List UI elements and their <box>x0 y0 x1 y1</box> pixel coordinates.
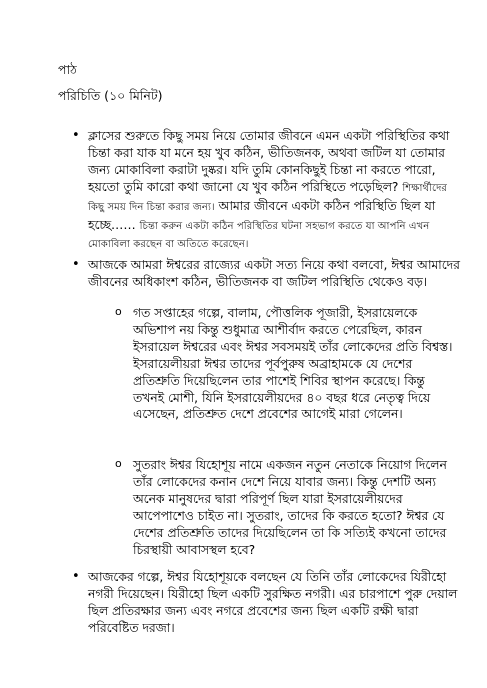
lesson-title: পাঠ <box>58 62 77 77</box>
bullet-reflection-prompt <box>88 128 460 254</box>
bullet-jericho-story: • আজকের গল্পে, ঈশ্বর যিহোশূয়কে বলছেন যে তিনি তাঁর লোকেদের যিরীহো নগরী দিয়েছেন। যিরীহো ছিল একটি সুরক্ষিত নগরী। এর চারপাশে পুরু দেয়াল ছিল প্রতিরক্ষার জন্য এবং নগরে প্রবেশের জন্য ছিল একটি রক্ষী দ্বারা পরিবেষ্টিত দরজা। <box>88 569 460 637</box>
bullet-kingdom-truth: • আজকে আমরা ঈশ্বরের রাজ্যের একটা সত্য নিয়ে কথা বলবো, ঈশ্বর আমাদের জীবনের অধিকাংশ কঠিন, ভীতিজনক বা জটিল পরিস্থিতি থেকেও বড়। <box>88 257 460 291</box>
teacher-note-share: চিন্তা করুন একটা কঠিন পরিস্থিতির ঘটনা সহভাগ করতে যা আপনি এখন মোকাবিলা করছেন বা অতিতে করেছেন। <box>88 220 430 251</box>
teacher-note: শিক্ষার্থীদের কিছু সময় দিন চিন্তা করার জন্য। <box>88 182 448 213</box>
reflection-sentence-starter: আমার জীবনে একটা কঠিন পরিস্থিতি ছিল যা হচ্ছে…… <box>88 198 436 232</box>
sub-bullet-last-week-story: o গত সপ্তাহের গল্পে, বালাম, পৌত্তলিক পূজারী, ইসরায়েলকে অভিশাপ নয় কিন্তু শুধুমাত্র আশীর্বাদ করতে পেরেছিল, কারন ইসরায়েল ঈশ্বরের এবং ঈশ্বর সবসময়ই তাঁর লোকেদের প্রতি বিশ্বস্ত। ইসরায়েলীয়রা ঈশ্বর তাদের পূর্বপুরুষ অব্রাহামকে যে দেশের প্রতিশ্রুতি দিয়েছিলেন তার পাশেই শিবির স্থাপন করেছে। কিন্তু তখনই মোশী, যিনি ইসরায়েলীয়দের ৪০ বছর ধরে নেতৃত্ব দিয়ে এসেছেন, প্রতিশ্রুত দেশে প্রবেশের আগেই মারা গেলেন। <box>133 305 459 423</box>
reflection-text: ক্লাসের শুরুতে কিছু সময় নিয়ে তোমার জীবনে এমন একটা পরিস্থিতির কথা চিন্তা করা যাক যা মনে হয় খুব কঠিন, ভীতিজনক, অথবা জটিল যা তোমার জন্য মোকাবিলা করাটা দুষ্কর। যদি তুমি কোনকিছুই চিন্তা না করতে পারো, হয়তো তুমি কারো কথা জানো যে খুব কঠিন পরিস্থিতে পড়েছিল? <box>88 129 450 194</box>
sub-bullet-joshua-leader: o সুতরাং ঈশ্বর যিহোশূয় নামে একজন নতুন নেতাকে নিয়োগ দিলেন তাঁর লোকেদের কনান দেশে নিয়ে যাবার জন্য। কিন্তু দেশটি অন্য অনেক মানুষদের দ্বারা পরিপূর্ণ ছিল যারা ইসরায়েলীয়দের আপেপাশেও চাইত না। সুতরাং, তাদের কি করতে হতো? ঈশ্বর যে দেশের প্রতিশ্রুতি তাদের দিয়েছিলেন তা কি সত্যিই কখনো তাদের চিরস্থায়ী আবাসস্থল হবে? <box>133 457 459 558</box>
intro-heading: পরিচিতি (১০ মিনিট) <box>58 88 163 103</box>
